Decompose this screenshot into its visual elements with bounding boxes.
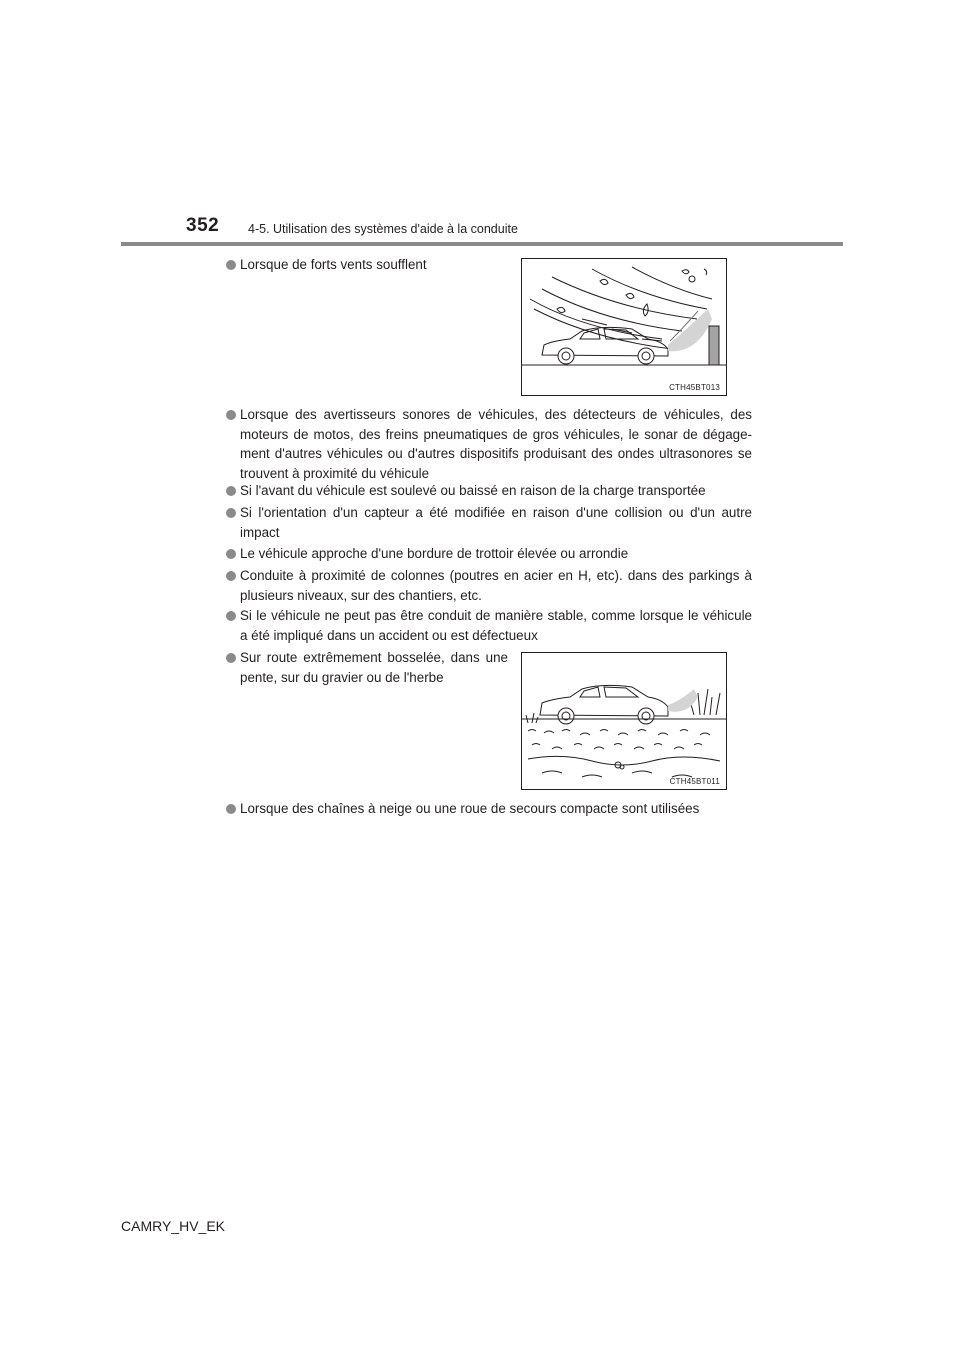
bullet-text: Lorsque des chaînes à neige ou une roue de secours compacte sont utilisées bbox=[240, 801, 700, 816]
bullet-dot bbox=[226, 571, 236, 581]
bullet-dot bbox=[226, 410, 236, 420]
bullet-item bbox=[226, 648, 508, 687]
section-title: 4-5. Utilisation des systèmes d'aide à la conduite bbox=[248, 222, 518, 236]
rough-road-illustration bbox=[522, 653, 726, 789]
figure-code: CTH45BT013 bbox=[669, 383, 720, 392]
bullet-item bbox=[226, 544, 752, 564]
bullet-text: Si l'orientation d'un capteur a été modifiée en raison d'une collision ou d'un autre impact bbox=[240, 505, 752, 540]
bullet-text: Conduite à proximité de colonnes (poutres en acier en H, etc). dans des parkings à plusieurs niveaux, sur des chantiers, etc. bbox=[240, 568, 752, 603]
page-number: 352 bbox=[186, 215, 220, 236]
figure-strong-wind bbox=[521, 258, 727, 396]
bullet-dot bbox=[226, 508, 236, 518]
bullet-text: Lorsque de forts vents soufflent bbox=[240, 257, 427, 272]
header-rule bbox=[121, 242, 843, 246]
figure-code: CTH45BT011 bbox=[669, 777, 720, 786]
bullet-text: Si le véhicule ne peut pas être conduit de manière stable, comme lorsque le véhicule a été impliqué dans un accident ou est défectueux bbox=[240, 608, 752, 643]
bullet-item bbox=[226, 566, 752, 605]
bullet-item bbox=[226, 606, 752, 645]
bullet-item bbox=[226, 405, 752, 483]
bullet-item bbox=[226, 481, 752, 501]
bullet-text: Le véhicule approche d'une bordure de trottoir élevée ou arrondie bbox=[240, 546, 629, 561]
bullet-dot bbox=[226, 486, 236, 496]
bullet-dot bbox=[226, 611, 236, 621]
bullet-text: Sur route extrêmement bosselée, dans une pente, sur du gravier ou de l'herbe bbox=[240, 650, 508, 685]
bullet-dot bbox=[226, 653, 236, 663]
bullet-dot bbox=[226, 549, 236, 559]
bullet-item bbox=[226, 799, 752, 819]
bullet-item bbox=[226, 503, 752, 542]
bullet-text: Si l'avant du véhicule est soulevé ou baissé en raison de la charge transportée bbox=[240, 483, 706, 498]
bullet-item bbox=[226, 255, 508, 275]
bullet-dot bbox=[226, 260, 236, 270]
footer-model-code: CAMRY_HV_EK bbox=[121, 1218, 226, 1234]
bullet-dot bbox=[226, 804, 236, 814]
strong-wind-illustration bbox=[522, 259, 726, 395]
figure-rough-road bbox=[521, 652, 727, 790]
bullet-text: Lorsque des avertisseurs sonores de véhicules, des détecteurs de véhicules, des moteurs de motos, des freins pneumatiques de gros véhicules, le sonar de dégage-ment d'autres véhicules ou d'autres dispositifs produisant des ondes ultrasonores se trouvent à proximité du véhicule bbox=[240, 407, 752, 481]
